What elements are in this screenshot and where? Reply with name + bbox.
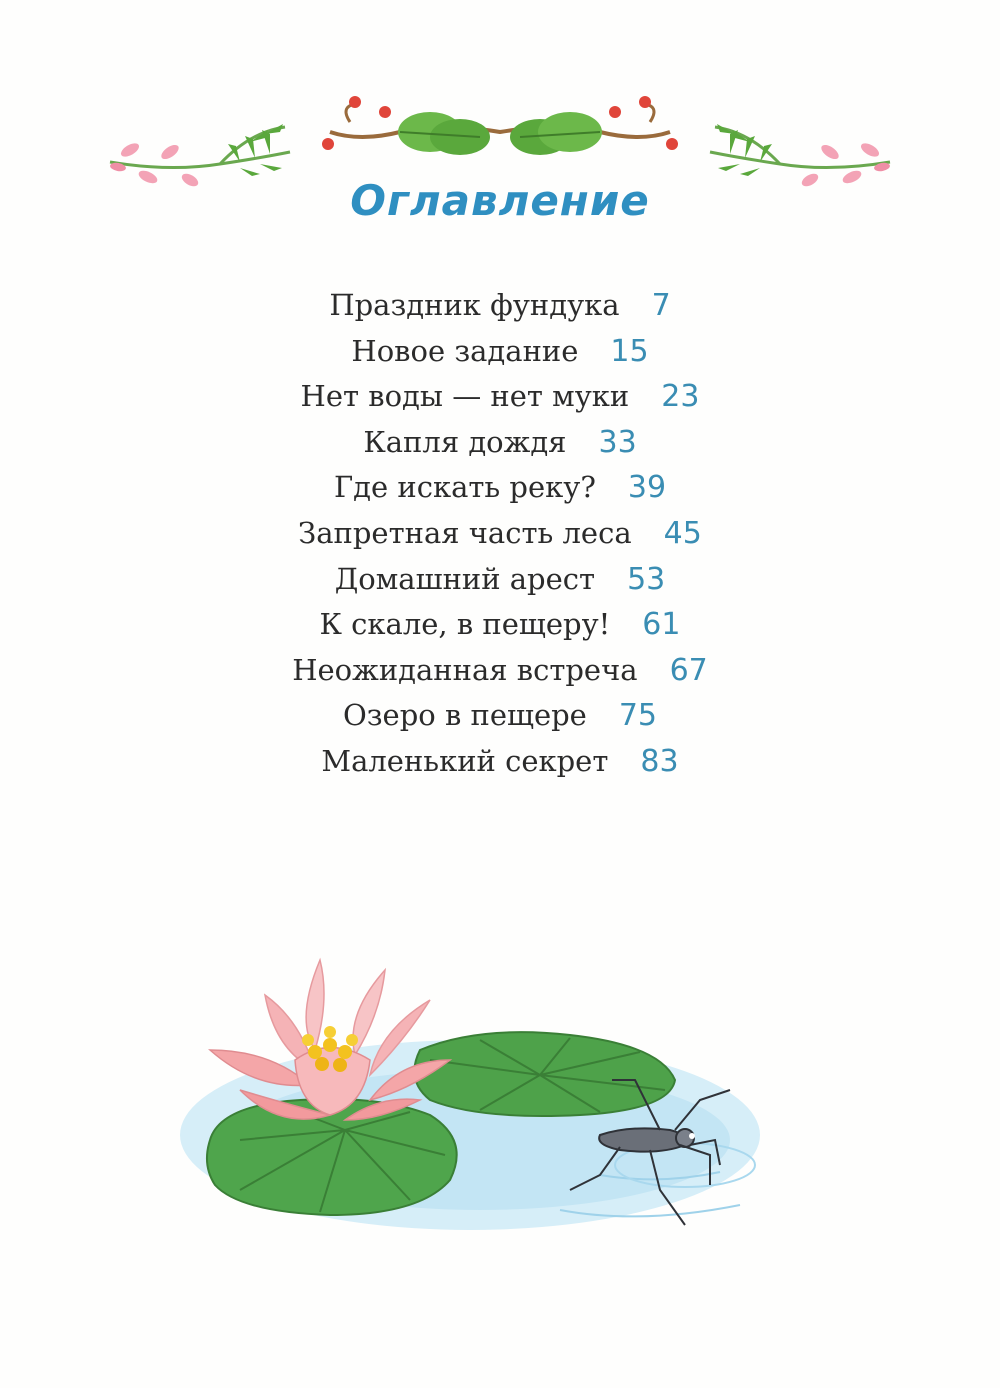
toc-entry [0, 420, 1000, 466]
toc-entry [0, 374, 1000, 420]
toc-entry-page: 83 [640, 743, 679, 779]
toc-entry-title: Маленький секрет [321, 743, 609, 778]
table-of-contents [0, 283, 1000, 785]
toc-entry-title: Запретная часть леса [298, 515, 632, 550]
toc-entry-page: 45 [663, 515, 702, 551]
toc-entry-title: Капля дождя [363, 424, 567, 459]
toc-entry-page: 67 [669, 652, 708, 688]
toc-entry-page: 33 [598, 424, 637, 460]
toc-entry-title: Новое задание [351, 333, 579, 368]
toc-entry [0, 283, 1000, 329]
toc-entry-page: 23 [661, 379, 700, 415]
toc-entry-title: К скале, в пещеру! [319, 607, 611, 642]
toc-entry-page: 53 [627, 561, 666, 597]
toc-entry-title: Озеро в пещере [342, 698, 587, 733]
toc-entry [0, 602, 1000, 648]
toc-entry [0, 511, 1000, 557]
toc-entry [0, 465, 1000, 511]
toc-entry-page: 61 [642, 607, 681, 643]
toc-entry-title: Домашний арест [334, 561, 596, 596]
toc-entry [0, 557, 1000, 603]
toc-entry [0, 648, 1000, 694]
toc-entry [0, 693, 1000, 739]
page-title: Оглавление [350, 176, 650, 225]
toc-entry-title: Где искать реку? [333, 470, 596, 505]
toc-entry-title: Праздник фундука [329, 288, 620, 322]
central-oak-branch [322, 96, 678, 155]
toc-entry-title: Нет воды — нет муки [300, 379, 630, 414]
toc-entry [0, 739, 1000, 785]
toc-entry-page: 7 [651, 288, 671, 323]
toc-entry-page: 75 [618, 698, 658, 734]
toc-entry [0, 329, 1000, 375]
water-lily-illustration-icon [180, 940, 800, 1260]
toc-entry-page: 15 [610, 333, 649, 369]
toc-entry-title: Неожиданная встреча [292, 652, 638, 687]
toc-entry-page: 39 [627, 470, 667, 506]
